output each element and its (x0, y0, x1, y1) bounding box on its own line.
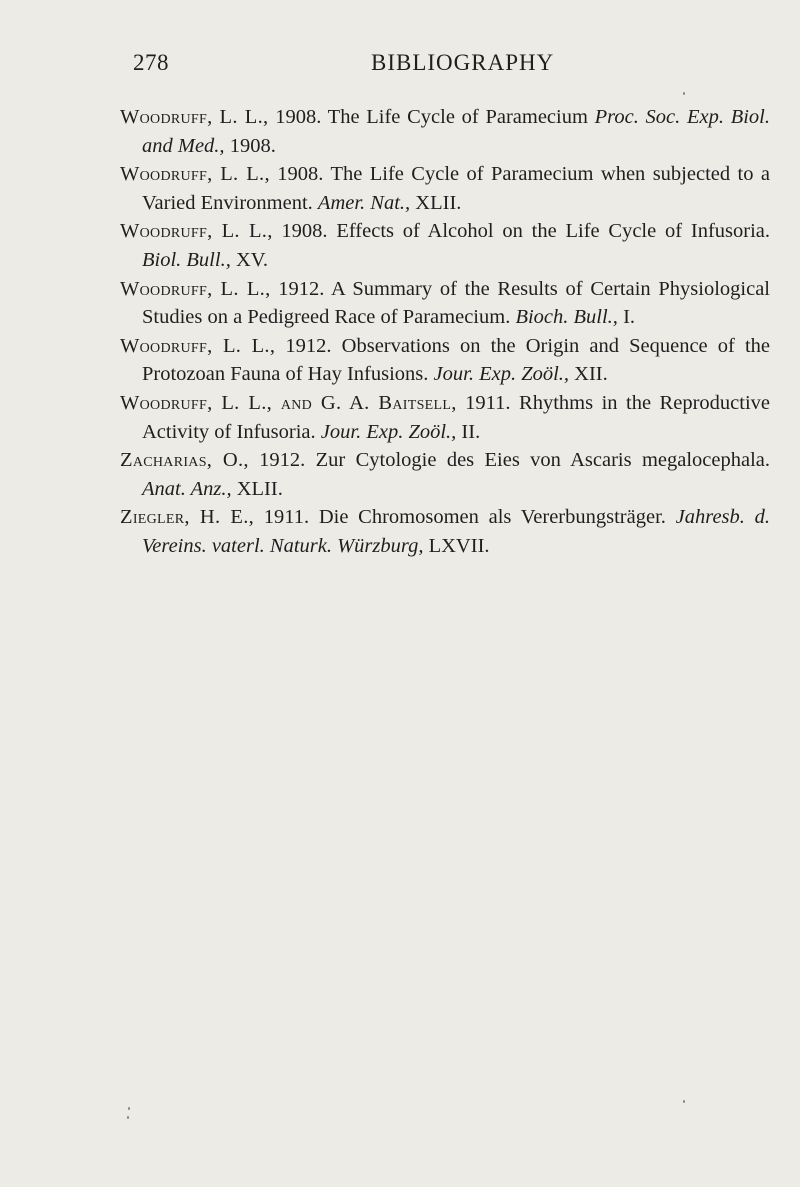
entry-author: Woodruff, L. L., (120, 277, 271, 300)
entry-volume: I. (617, 306, 636, 329)
bibliography-entry (120, 446, 770, 503)
entry-author: Woodruff, L. L., (120, 106, 269, 128)
entry-author: Woodruff, L. L., (120, 334, 276, 357)
bibliography-entry (120, 160, 770, 217)
entry-title: 1912. Observations on the Origin and Sequence of the Protozoan Fauna of Hay Infusions. (142, 334, 771, 386)
bibliography-entry (120, 503, 770, 560)
bibliography-entry (120, 217, 770, 274)
entry-title: 1912. Zur Cytologie des Eies von Ascaris megalocephala. (248, 449, 771, 472)
entry-author: Woodruff, L. L., (120, 220, 273, 243)
bibliography-entry (120, 389, 770, 446)
entry-journal: Biol. Bull., (142, 248, 231, 271)
paper-speck (683, 1100, 685, 1103)
paper-speck (683, 92, 685, 95)
page-number: 278 (133, 50, 169, 75)
entry-title: 1908. Effects of Alcohol on the Life Cycle of Infusoria. (272, 220, 771, 243)
entry-title: 1908. The Life Cycle of Paramecium when subjected to a Varied Environment. (142, 163, 770, 214)
entry-author: Ziegler, H. E., (120, 506, 255, 529)
paper-speck (127, 1116, 129, 1119)
entry-journal: Amer. Nat., (317, 191, 411, 214)
entry-journal: Jour. Exp. Zoöl., (320, 420, 457, 443)
paper-speck (128, 1107, 130, 1110)
entry-author: Zacharias, O., (120, 449, 249, 472)
entry-journal: Anat. Anz., (142, 477, 232, 500)
entry-journal: Bioch. Bull., (515, 306, 618, 329)
entry-journal: Proc. Soc. Exp. Biol. and Med., (142, 106, 770, 157)
entry-journal: Jahresb. d. Vereins. vaterl. Naturk. Würzburg, (142, 506, 770, 557)
entry-volume: LXVII. (423, 534, 490, 557)
entry-journal: Jour. Exp. Zoöl., (433, 363, 570, 386)
entry-volume: XV. (230, 248, 269, 271)
entry-volume: 1908. (224, 134, 276, 157)
entry-volume: II. (456, 420, 481, 443)
entry-title: 1911. Rhythms in the Reproductive Activity of Infusoria. (142, 391, 770, 443)
entry-author: Woodruff, L. L., (120, 163, 270, 186)
entry-volume: XLII. (231, 477, 283, 500)
entry-volume: XLII. (410, 191, 462, 214)
bibliography-entry (120, 332, 770, 389)
entry-author: Woodruff, L. L., and G. A. Baitsell, (120, 391, 457, 414)
entry-title: 1912. A Summary of the Results of Certain Physiological Studies on a Pedigreed Race of Paramecium. (142, 277, 770, 329)
entry-title: 1911. Die Chromosomen als Vererbungsträger. (254, 506, 676, 529)
bibliography-list (120, 103, 770, 561)
entry-title: 1908. The Life Cycle of Paramecium (268, 106, 595, 128)
entry-volume: XII. (569, 363, 608, 386)
bibliography-entry (120, 275, 770, 332)
bibliography-entry (120, 103, 770, 160)
page-header (0, 50, 800, 80)
running-head: BIBLIOGRAPHY (371, 50, 555, 75)
